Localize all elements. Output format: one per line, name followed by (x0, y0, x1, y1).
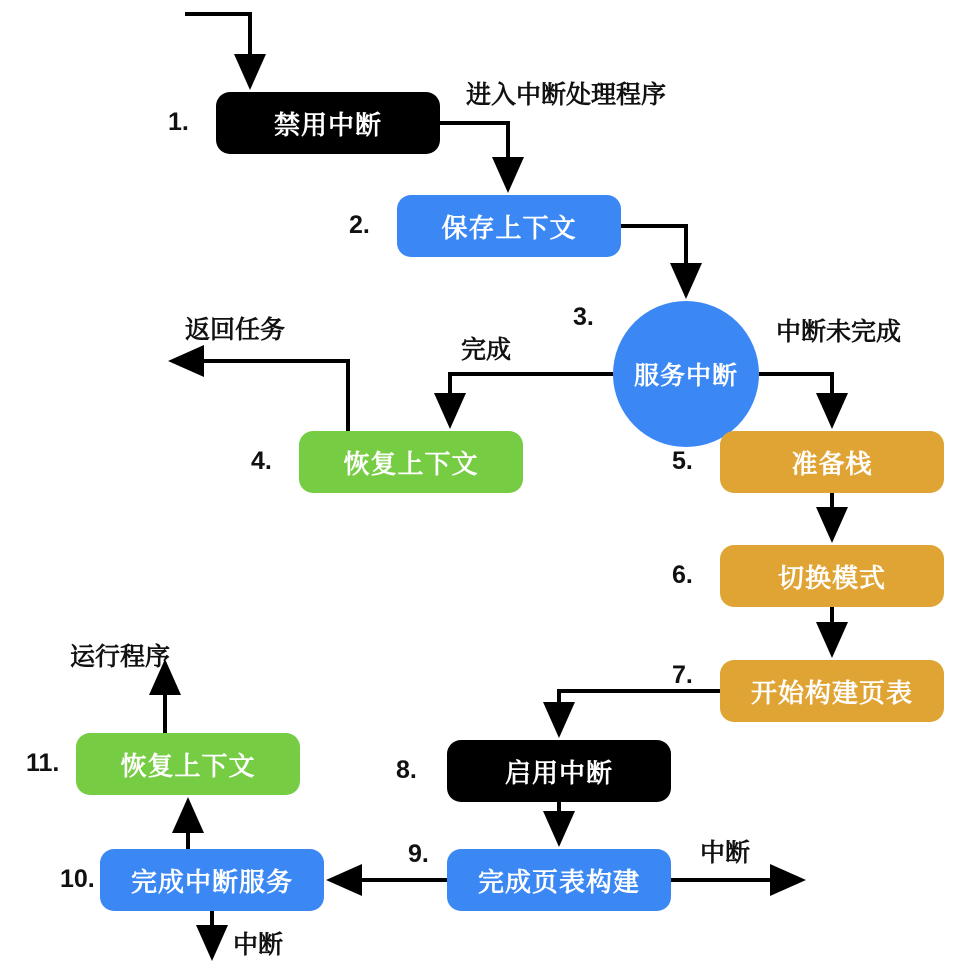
step-number-2: 2. (349, 211, 370, 239)
node-service-interrupt[interactable]: 服务中断 (613, 301, 759, 447)
edge-label-complete: 完成 (461, 336, 512, 364)
node-enable-interrupt[interactable]: 启用中断 (447, 740, 671, 802)
step-number-10: 10. (60, 865, 95, 893)
node-switch-mode[interactable]: 切换模式 (720, 545, 944, 607)
step-number-9: 9. (408, 840, 429, 868)
edge-3-to-4 (450, 374, 613, 423)
edge-label-enter-isr: 进入中断处理程序 (466, 81, 667, 109)
edge-4-to-return (174, 361, 348, 431)
step-number-8: 8. (396, 756, 417, 784)
node-finish-page-table[interactable]: 完成页表构建 (447, 849, 671, 911)
edge-label-interrupt-unfinished: 中断未完成 (776, 318, 902, 346)
edge-3-to-5 (759, 374, 832, 423)
node-disable-interrupt[interactable]: 禁用中断 (216, 92, 440, 154)
step-number-3: 3. (573, 303, 594, 331)
node-finish-interrupt-service[interactable]: 完成中断服务 (100, 849, 324, 911)
node-save-context[interactable]: 保存上下文 (397, 195, 621, 257)
edge-label-run-program: 运行程序 (70, 643, 171, 671)
node-prepare-stack[interactable]: 准备栈 (720, 431, 944, 493)
node-restore-context-11[interactable]: 恢复上下文 (76, 733, 300, 795)
step-number-1: 1. (168, 108, 189, 136)
step-number-11: 11. (26, 749, 60, 777)
edge-label-return-task: 返回任务 (185, 316, 286, 344)
edge-label-interrupt-right: 中断 (700, 839, 751, 867)
edge-1-to-2 (440, 123, 508, 187)
step-number-6: 6. (672, 561, 693, 589)
step-number-5: 5. (672, 447, 693, 475)
node-restore-context-4[interactable]: 恢复上下文 (299, 431, 523, 493)
step-number-7: 7. (672, 661, 693, 689)
edge-entry-to-1 (185, 14, 250, 84)
edge-label-interrupt-bottom: 中断 (233, 931, 284, 959)
node-start-build-page-table[interactable]: 开始构建页表 (720, 660, 944, 722)
step-number-4: 4. (251, 447, 272, 475)
edge-7-to-8 (559, 691, 720, 732)
edge-2-to-3 (621, 226, 686, 293)
